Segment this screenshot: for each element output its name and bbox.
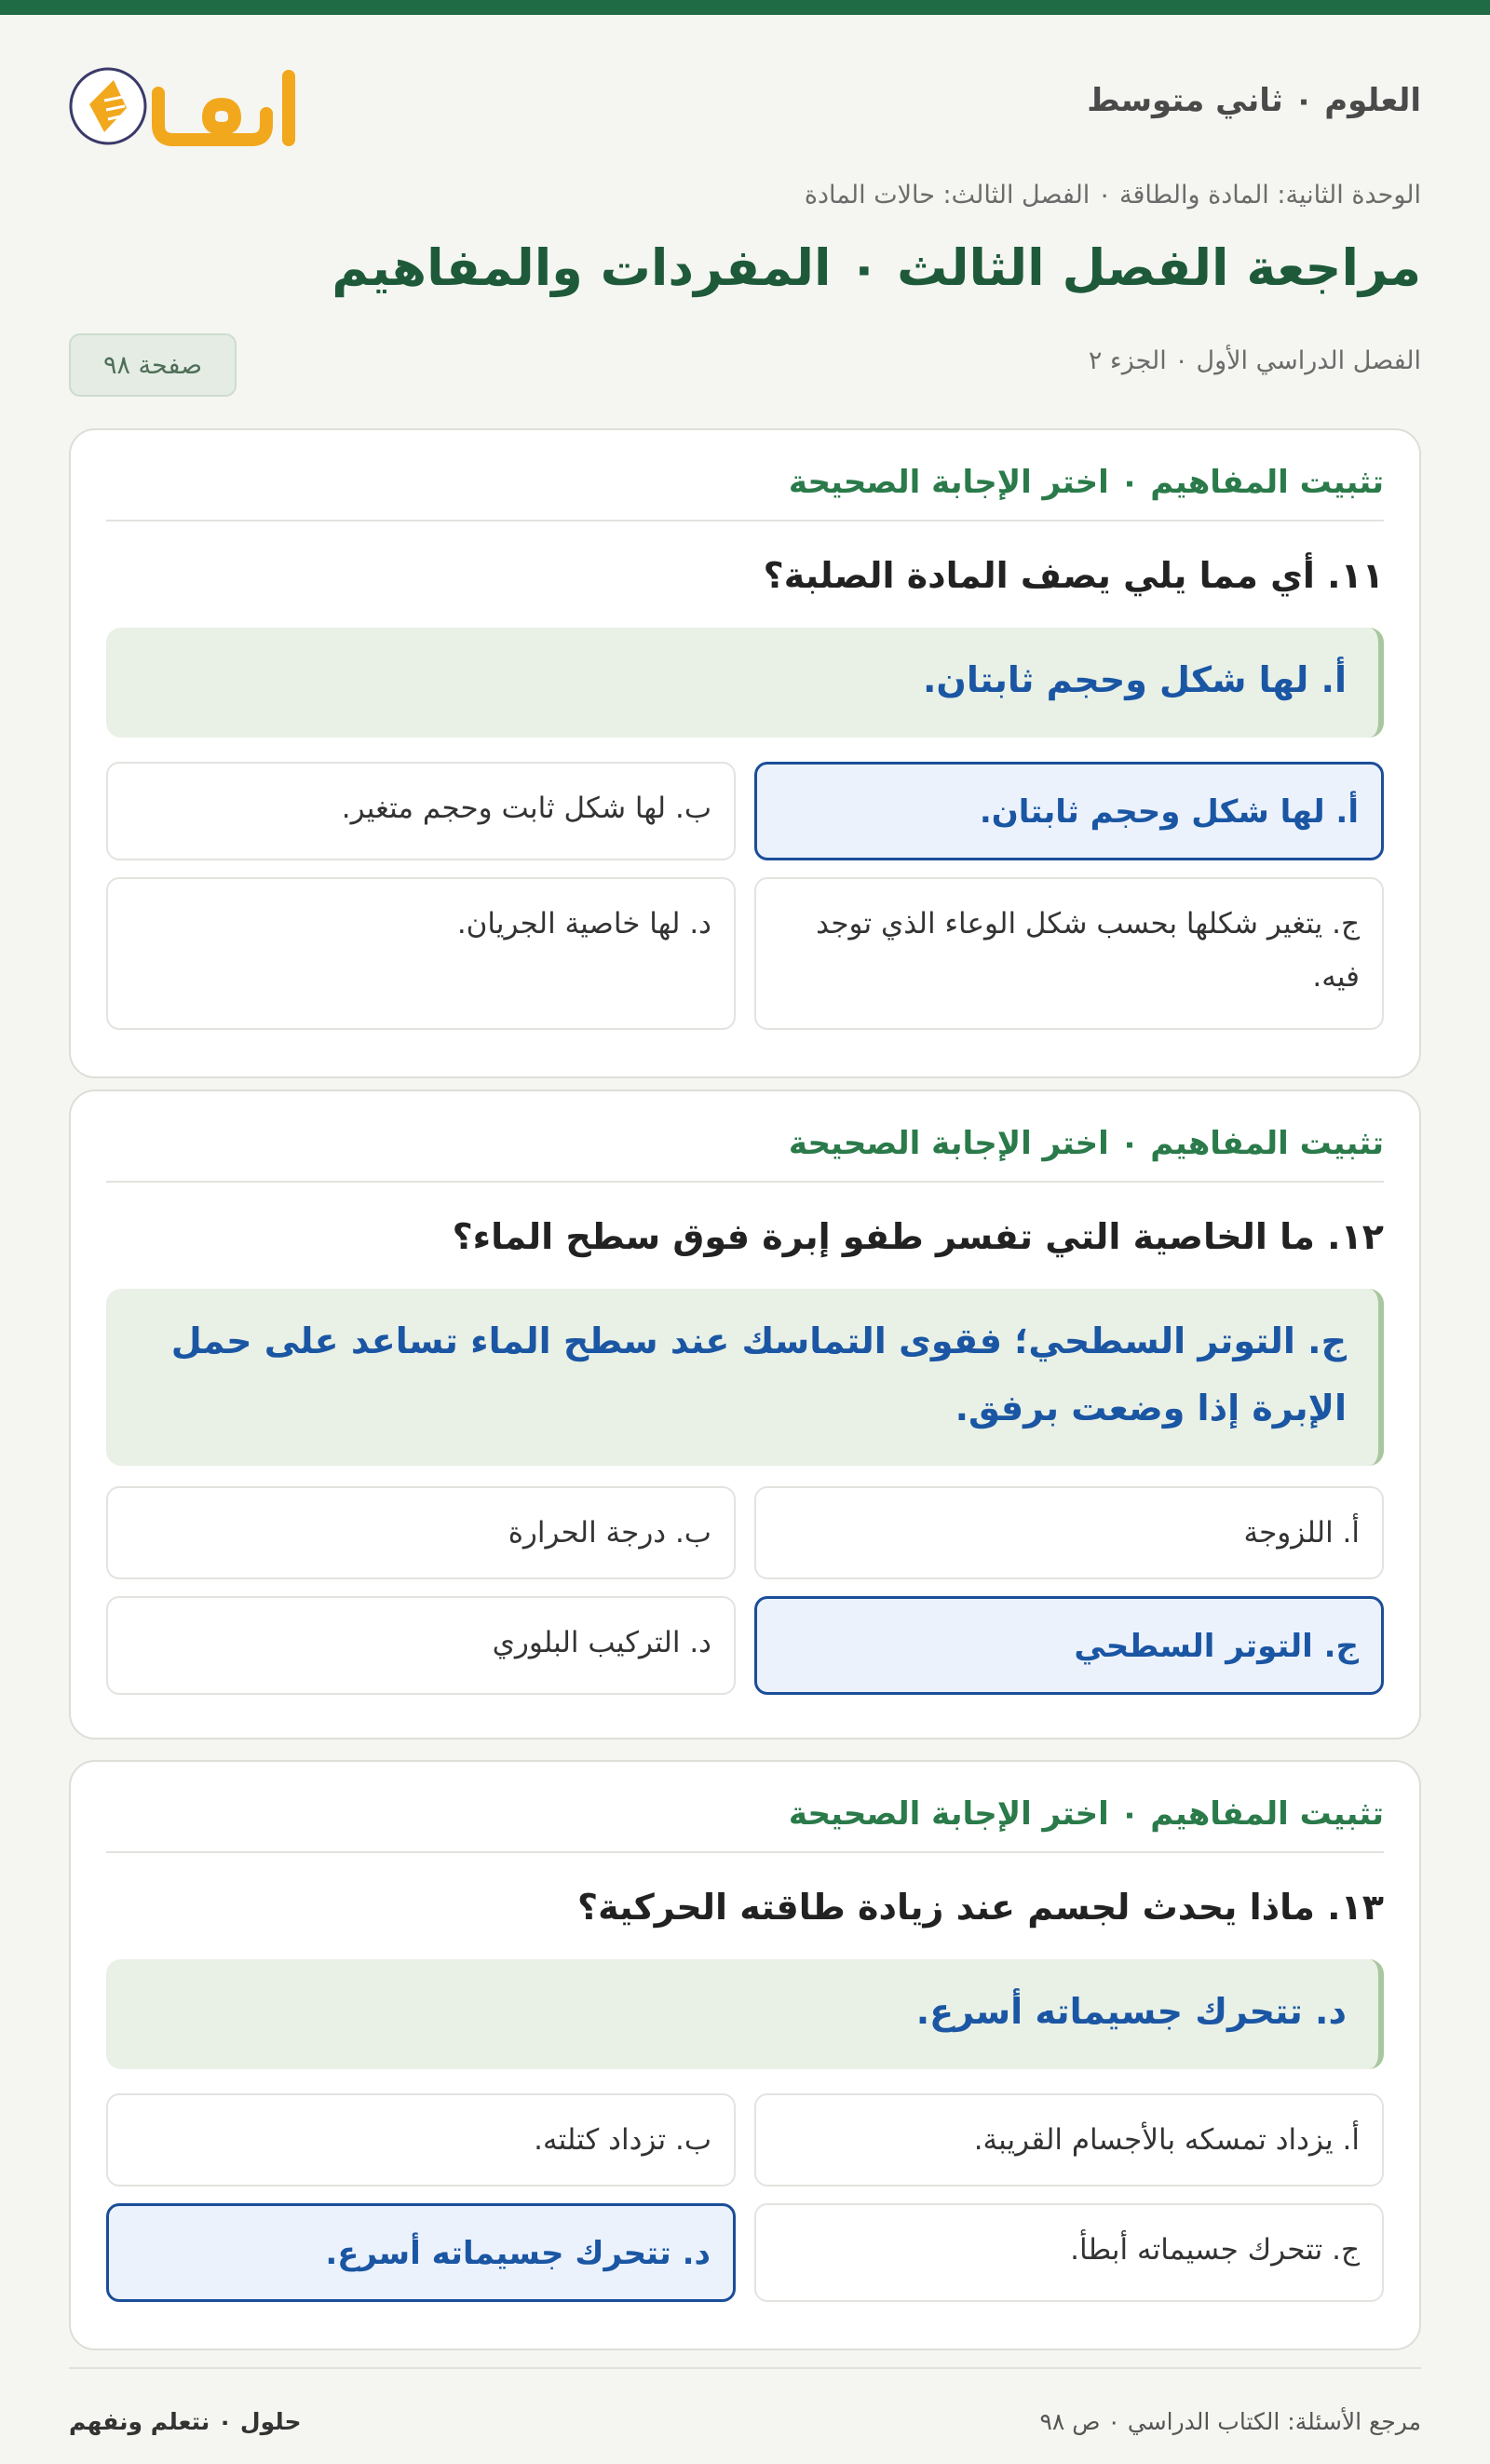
page-number-badge: صفحة ٩٨ xyxy=(69,333,237,397)
option-c-correct[interactable]: ج. التوتر السطحي xyxy=(754,1596,1384,1695)
option-c[interactable]: ج. تتحرك جسيماته أبطأ. xyxy=(754,2203,1384,2302)
top-accent-bar xyxy=(0,0,1490,15)
question-text: ١١. أي مما يلي يصف المادة الصلبة؟ xyxy=(763,555,1384,596)
section-label: تثبيت المفاهيم ٠ اختر الإجابة الصحيحة xyxy=(788,464,1384,501)
question-text: ١٢. ما الخاصية التي تفسر طفو إبرة فوق سطح الماء؟ xyxy=(452,1216,1384,1257)
answer-box: أ. لها شكل وحجم ثابتان. xyxy=(106,628,1384,738)
option-a[interactable]: أ. يزداد تمسكه بالأجسام القريبة. xyxy=(754,2093,1384,2186)
footer-brand: حلول ٠ نتعلم ونفهم xyxy=(69,2408,302,2435)
option-b[interactable]: ب. درجة الحرارة xyxy=(106,1486,736,1579)
section-label: تثبيت المفاهيم ٠ اختر الإجابة الصحيحة xyxy=(788,1125,1384,1162)
option-d-correct[interactable]: د. تتحرك جسيماته أسرع. xyxy=(106,2203,736,2302)
option-b[interactable]: ب. تزداد كتلته. xyxy=(106,2093,736,2186)
option-a-correct[interactable]: أ. لها شكل وحجم ثابتان. xyxy=(754,762,1384,860)
footer-divider xyxy=(69,2367,1421,2369)
footer-reference: مرجع الأسئلة: الكتاب الدراسي ٠ ص ٩٨ xyxy=(1039,2408,1421,2435)
section-label: تثبيت المفاهيم ٠ اختر الإجابة الصحيحة xyxy=(788,1795,1384,1833)
breadcrumb: الوحدة الثانية: المادة والطاقة ٠ الفصل الثالث: حالات المادة xyxy=(804,181,1421,210)
hulul-logo-icon xyxy=(69,52,311,155)
option-b[interactable]: ب. لها شكل ثابت وحجم متغير. xyxy=(106,762,736,860)
option-c[interactable]: ج. يتغير شكلها بحسب شكل الوعاء الذي توجد فيه. xyxy=(754,877,1384,1030)
page xyxy=(69,15,1421,2464)
divider xyxy=(106,1181,1384,1183)
question-text: ١٣. ماذا يحدث لجسم عند زيادة طاقته الحركية؟ xyxy=(577,1887,1384,1928)
question-card xyxy=(69,1090,1421,1740)
semester-label: الفصل الدراسي الأول ٠ الجزء ٢ xyxy=(1088,346,1421,375)
brand-logo[interactable] xyxy=(69,52,311,155)
option-d[interactable]: د. التركيب البلوري xyxy=(106,1596,736,1695)
question-card xyxy=(69,1760,1421,2350)
option-d[interactable]: د. لها خاصية الجريان. xyxy=(106,877,736,1030)
header xyxy=(69,15,1421,183)
page-title: مراجعة الفصل الثالث ٠ المفردات والمفاهيم xyxy=(332,238,1421,297)
option-a[interactable]: أ. اللزوجة xyxy=(754,1486,1384,1579)
subject-label: العلوم ٠ ثاني متوسط xyxy=(1087,82,1421,119)
answer-box: ج. التوتر السطحي؛ فقوى التماسك عند سطح الماء تساعد على حمل الإبرة إذا وضعت برفق. xyxy=(106,1289,1384,1466)
divider xyxy=(106,520,1384,521)
question-card xyxy=(69,428,1421,1078)
divider xyxy=(106,1851,1384,1853)
answer-box: د. تتحرك جسيماته أسرع. xyxy=(106,1959,1384,2069)
